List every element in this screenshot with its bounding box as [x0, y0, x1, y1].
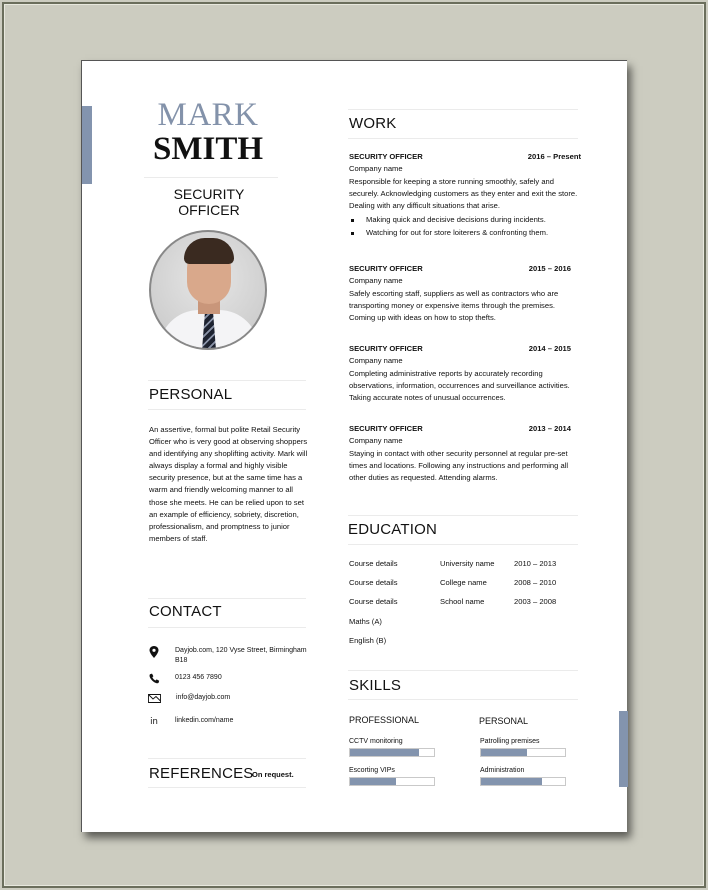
contact-phone [148, 673, 318, 695]
skill-bar-fill [481, 778, 542, 785]
email-icon [148, 693, 160, 705]
edu-grade: English (B) [349, 636, 387, 645]
work-dates: 2014 – 2015 [528, 344, 571, 353]
work-bullet: Making quick and decisive decisions during incidents. [349, 214, 589, 227]
work-entry [349, 264, 581, 329]
work-dates: 2015 – 2016 [528, 264, 571, 273]
skill-label: CCTV monitoring [349, 738, 403, 745]
references-heading: REFERENCES [149, 765, 254, 782]
work-description: Staying in contact with other security personnel at regular pre-set times and locations. Following any instructions and performing all other duties as requested. Attending alarms. [349, 449, 569, 483]
phone-icon [148, 673, 160, 685]
work-role: SECURITY OFFICER [349, 344, 423, 353]
skill-bar [480, 777, 566, 786]
edu-grade: Maths (A) [349, 617, 382, 626]
skill-bar [349, 748, 435, 757]
profile-photo [149, 230, 267, 350]
skill-bar [349, 777, 435, 786]
email-text[interactable]: info@dayjob.com [176, 694, 231, 701]
linkedin-text[interactable]: linkedin.com/name [175, 717, 234, 724]
work-heading: WORK [349, 115, 397, 132]
accent-bar-right [619, 711, 628, 787]
work-bullet: Watching for out for store loiterers & confronting them. [349, 227, 589, 240]
divider [144, 177, 278, 178]
contact-address [148, 646, 318, 668]
work-company: Company name [349, 164, 403, 173]
work-entry [349, 152, 581, 252]
work-company: Company name [349, 436, 403, 445]
location-pin-icon [148, 646, 160, 658]
work-description: Safely escorting staff, suppliers as well as contractors who are transporting money or expensive items through the premises. Coming up with ideas on how to stop thefts. [349, 289, 559, 323]
last-name: SMITH [152, 131, 264, 167]
first-name: MARK [157, 97, 259, 133]
work-description: Responsible for keeping a store running smoothly, safely and securely. Acknowledging customers as they enter and exit the store. Dealing with any difficult situations that arise. [349, 177, 578, 211]
edu-institution: School name [440, 597, 485, 606]
divider [148, 598, 306, 599]
work-role: SECURITY OFFICER [349, 152, 423, 161]
edu-dates: 2010 – 2013 [514, 559, 557, 568]
job-title: SECURITY OFFICER [173, 186, 245, 218]
work-bullets [349, 214, 589, 239]
work-description: Completing administrative reports by accurately recording observations, information, occurrences and surveillance activities. Taking accurate notes of unusual occurrences. [349, 369, 570, 403]
divider [348, 670, 578, 671]
edu-course: Course details [349, 559, 398, 568]
work-company: Company name [349, 276, 403, 285]
edu-course: Course details [349, 597, 398, 606]
contact-heading: CONTACT [149, 603, 222, 620]
work-company: Company name [349, 356, 403, 365]
skill-label: Patrolling premises [480, 738, 540, 745]
edu-dates: 2008 – 2010 [514, 578, 557, 587]
divider [348, 138, 578, 139]
work-dates: 2016 – Present [527, 152, 581, 161]
divider [348, 515, 578, 516]
personal-heading: PERSONAL [149, 386, 233, 403]
skill-bar [480, 748, 566, 757]
skill-bar-fill [350, 749, 419, 756]
work-entry [349, 344, 581, 409]
edu-course: Course details [349, 578, 398, 587]
skills-heading: SKILLS [349, 677, 402, 694]
edu-institution: University name [440, 559, 495, 568]
accent-bar-left [82, 106, 92, 184]
contact-linkedin [148, 716, 318, 738]
divider [148, 758, 306, 759]
divider [348, 544, 578, 545]
divider [148, 627, 306, 628]
divider [148, 409, 306, 410]
divider [348, 109, 578, 110]
personal-summary: An assertive, formal but polite Retail Security Officer who is very good at observing shoppers and identifying any shoplifting activity. Mark will always display a formal and highly visible security presence, but at the same time has a warm and friendly welcoming manner to all those she meets. He can be relied upon to set an example of efficiency, sobriety, discretion, professionalism, and promptness to junior members of staff. [149, 425, 308, 543]
edu-dates: 2003 – 2008 [514, 597, 557, 606]
address-text: Dayjob.com, 120 Vyse Street, Birmingham B18 [175, 647, 307, 664]
work-role: SECURITY OFFICER [349, 424, 423, 433]
skill-bar-fill [481, 749, 527, 756]
contact-email [148, 693, 318, 715]
skill-label: Administration [480, 767, 525, 774]
work-dates: 2013 – 2014 [528, 424, 571, 433]
linkedin-icon: in [150, 717, 158, 727]
divider [148, 380, 306, 381]
work-entry [349, 424, 581, 489]
skill-bar-fill [350, 778, 396, 785]
resume-page [81, 60, 627, 832]
references-value: On request. [252, 770, 294, 779]
skills-personal-heading: PERSONAL [479, 716, 529, 726]
edu-institution: College name [440, 578, 487, 587]
phone-text[interactable]: 0123 456 7890 [175, 674, 222, 681]
divider [148, 787, 306, 788]
skills-professional-heading: PROFESSIONAL [349, 715, 420, 725]
skill-label: Escorting VIPs [349, 767, 395, 774]
education-heading: EDUCATION [348, 521, 438, 538]
work-role: SECURITY OFFICER [349, 264, 423, 273]
divider [348, 699, 578, 700]
